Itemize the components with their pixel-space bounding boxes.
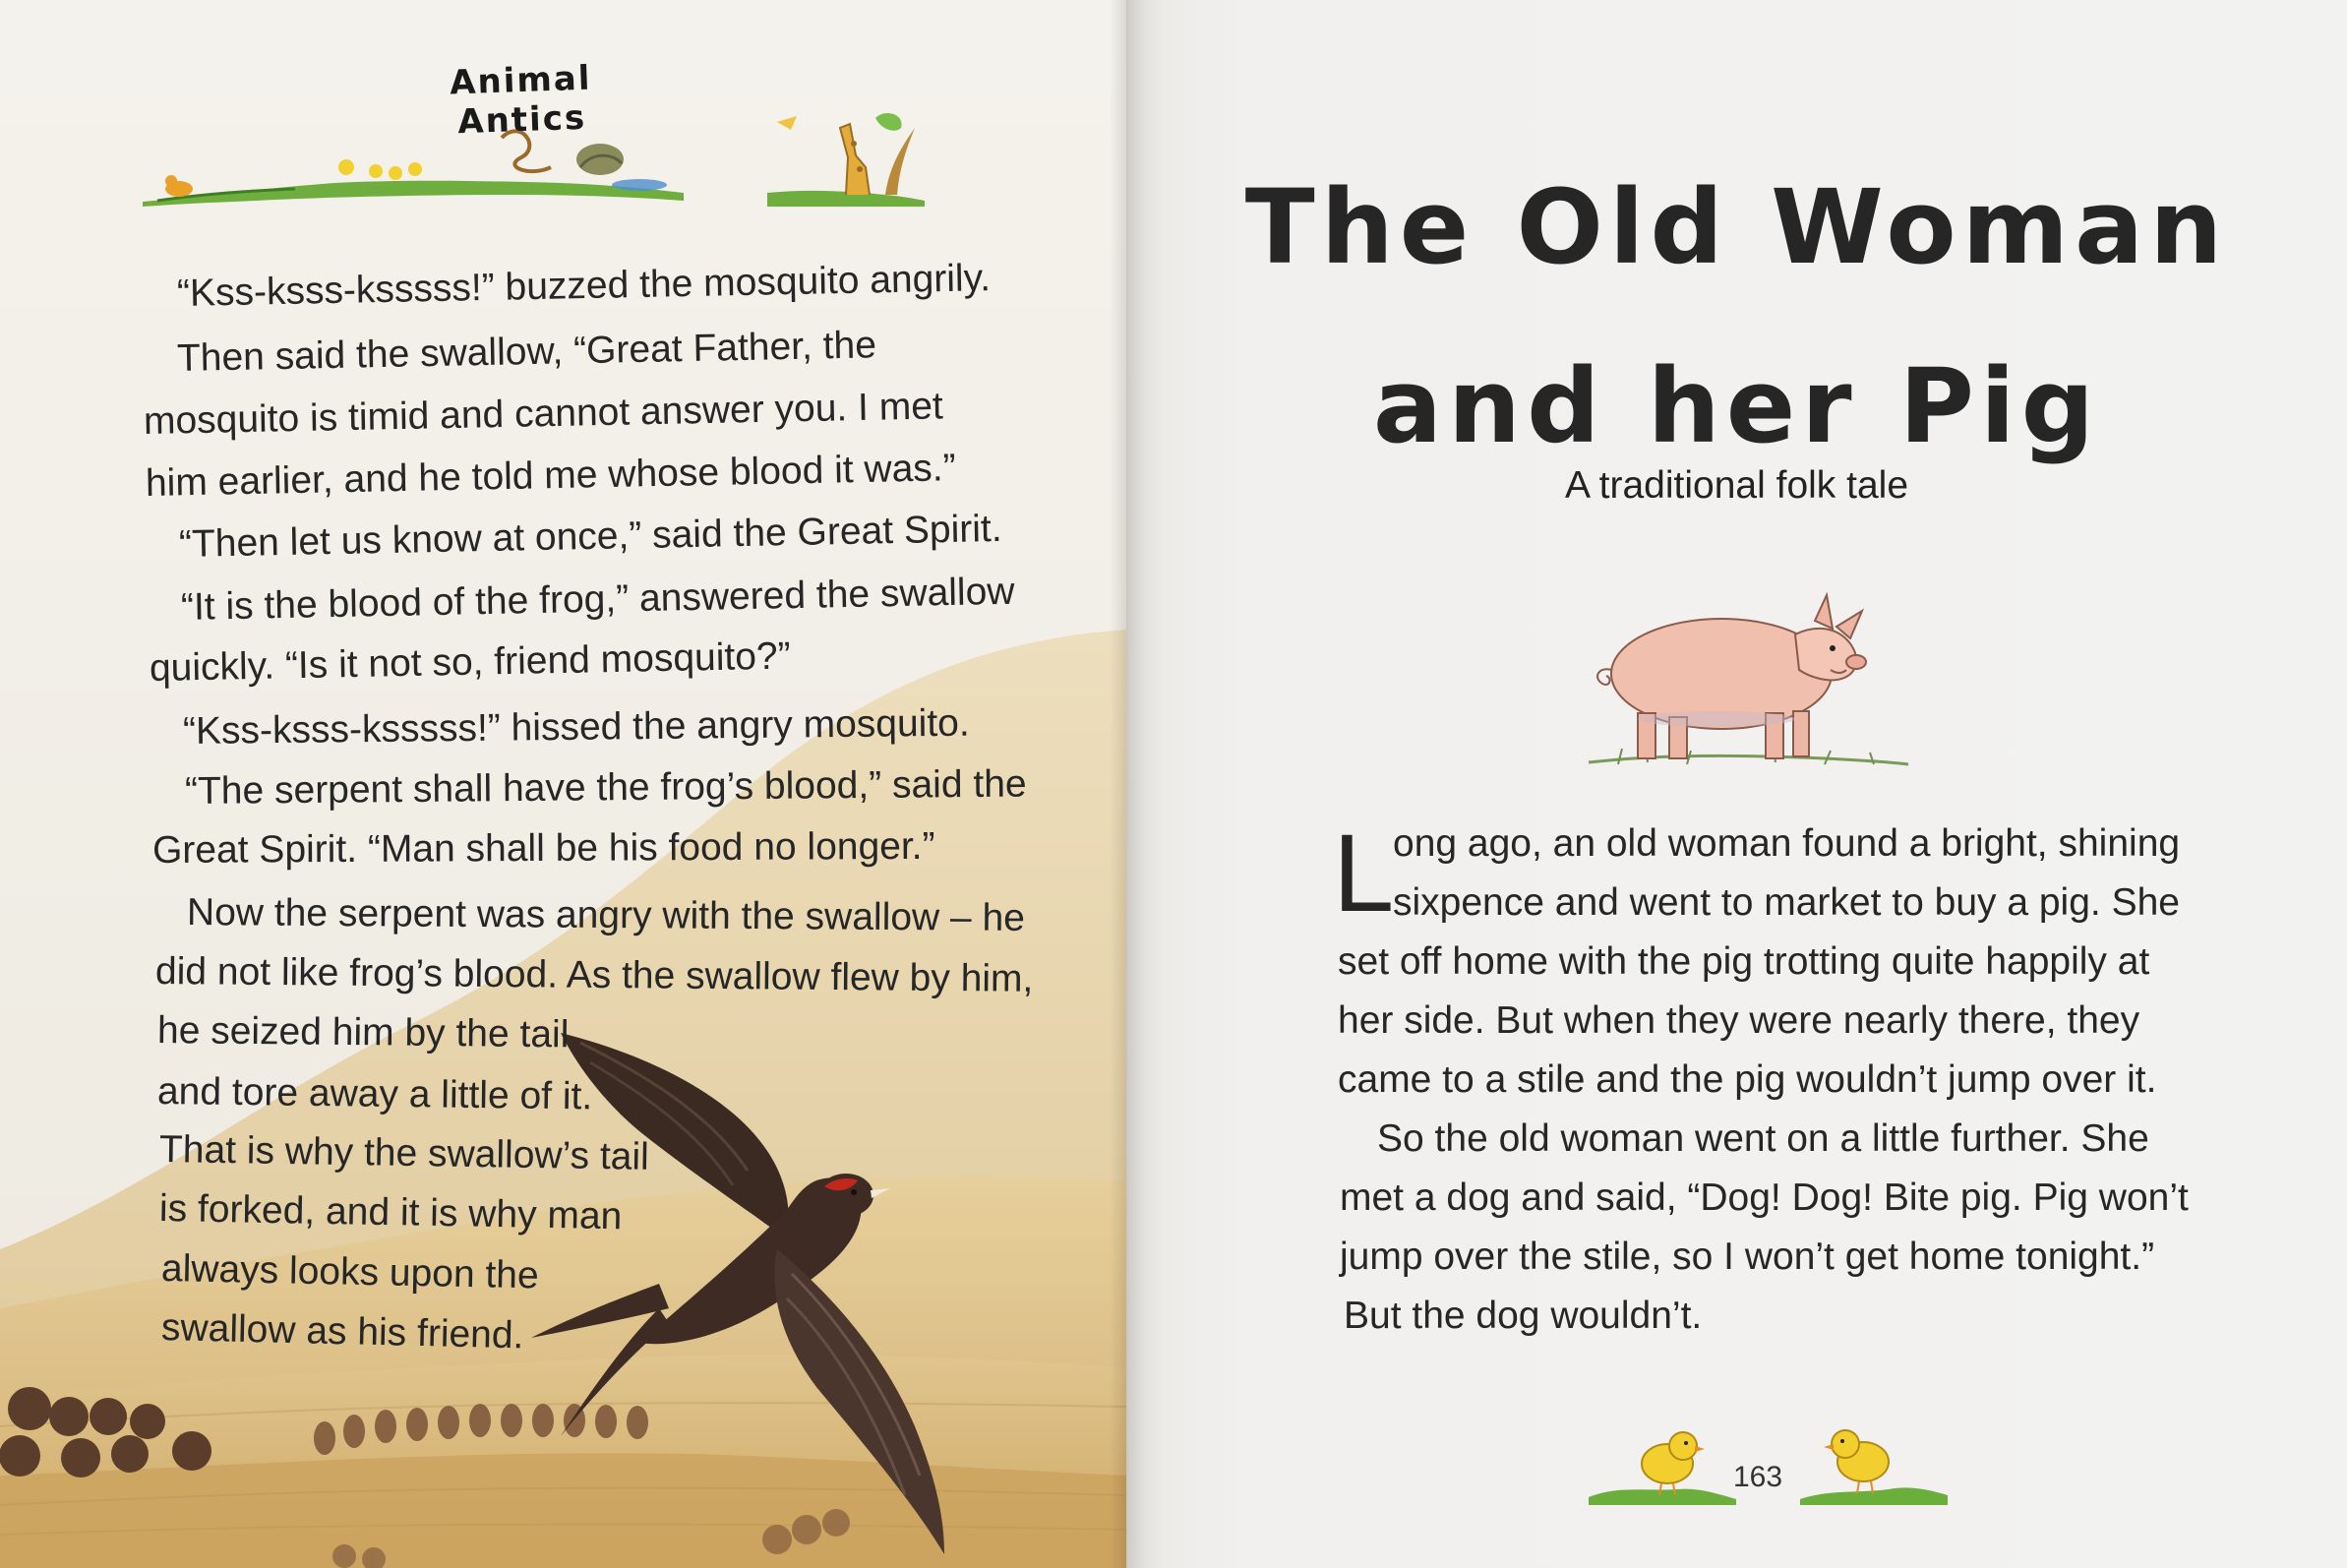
- text-line: “Then let us know at once,” said the Great Spirit.: [178, 507, 1002, 566]
- story-title-line-2: and her Pig: [1372, 346, 2101, 466]
- text-line: “Kss-ksss-ksssss!” buzzed the mosquito angrily.: [176, 257, 992, 315]
- text-line: Great Spirit. “Man shall be his food no longer.”: [151, 824, 935, 872]
- text-line: always looks upon the: [160, 1247, 540, 1297]
- text-line: “It is the blood of the frog,” answered the swallow: [180, 570, 1015, 629]
- drop-cap: L: [1333, 812, 1395, 935]
- text-line: quickly. “Is it not so, friend mosquito?”: [149, 634, 792, 690]
- page-number: 163: [1733, 1461, 1783, 1493]
- text-line: swallow as his friend.: [160, 1306, 524, 1357]
- text-line: So the old woman went on a little further. She: [1377, 1117, 2149, 1160]
- text-line: sixpence and went to market to buy a pig. She: [1393, 881, 2180, 924]
- text-line: “Kss-ksss-ksssss!” hissed the angry mosquito.: [182, 701, 970, 753]
- text-line: But the dog wouldn’t.: [1344, 1295, 1703, 1337]
- text-line: That is why the swallow’s tail: [158, 1128, 650, 1178]
- story-title-line-1: The Old Woman: [1244, 167, 2229, 287]
- text-line: came to a stile and the pig wouldn’t jump over it.: [1338, 1058, 2157, 1101]
- story-subtitle: A traditional folk tale: [1564, 464, 1909, 507]
- chick-icon: [1589, 1417, 1736, 1505]
- chick-icon: [1800, 1417, 1948, 1505]
- text-line: mosquito is timid and cannot answer you. I met: [143, 385, 944, 443]
- text-line: did not like frog’s blood. As the swallow flew by him,: [154, 950, 1034, 1000]
- text-line: “The serpent shall have the frog’s blood,” said the: [184, 762, 1027, 813]
- text-line: jump over the stile, so I won’t get home tonight.”: [1340, 1236, 2155, 1278]
- text-line: he seized him by the tail: [156, 1009, 570, 1056]
- text-line: and tore away a little of it.: [156, 1070, 593, 1118]
- text-line: set off home with the pig trotting quite happily at: [1338, 940, 2150, 983]
- text-line: Now the serpent was angry with the swallow – he: [186, 891, 1026, 939]
- text-line: him earlier, and he told me whose blood it was.”: [145, 447, 957, 505]
- running-header: Animal Antics: [449, 58, 593, 143]
- text-line: Then said the swallow, “Great Father, the: [176, 324, 877, 380]
- text-line: met a dog and said, “Dog! Dog! Bite pig. Pig won’t: [1340, 1176, 2189, 1219]
- text-line: is forked, and it is why man: [158, 1187, 623, 1238]
- text-line: ong ago, an old woman found a bright, shining: [1393, 822, 2181, 865]
- text-line: her side. But when they were nearly there, they: [1338, 999, 2140, 1042]
